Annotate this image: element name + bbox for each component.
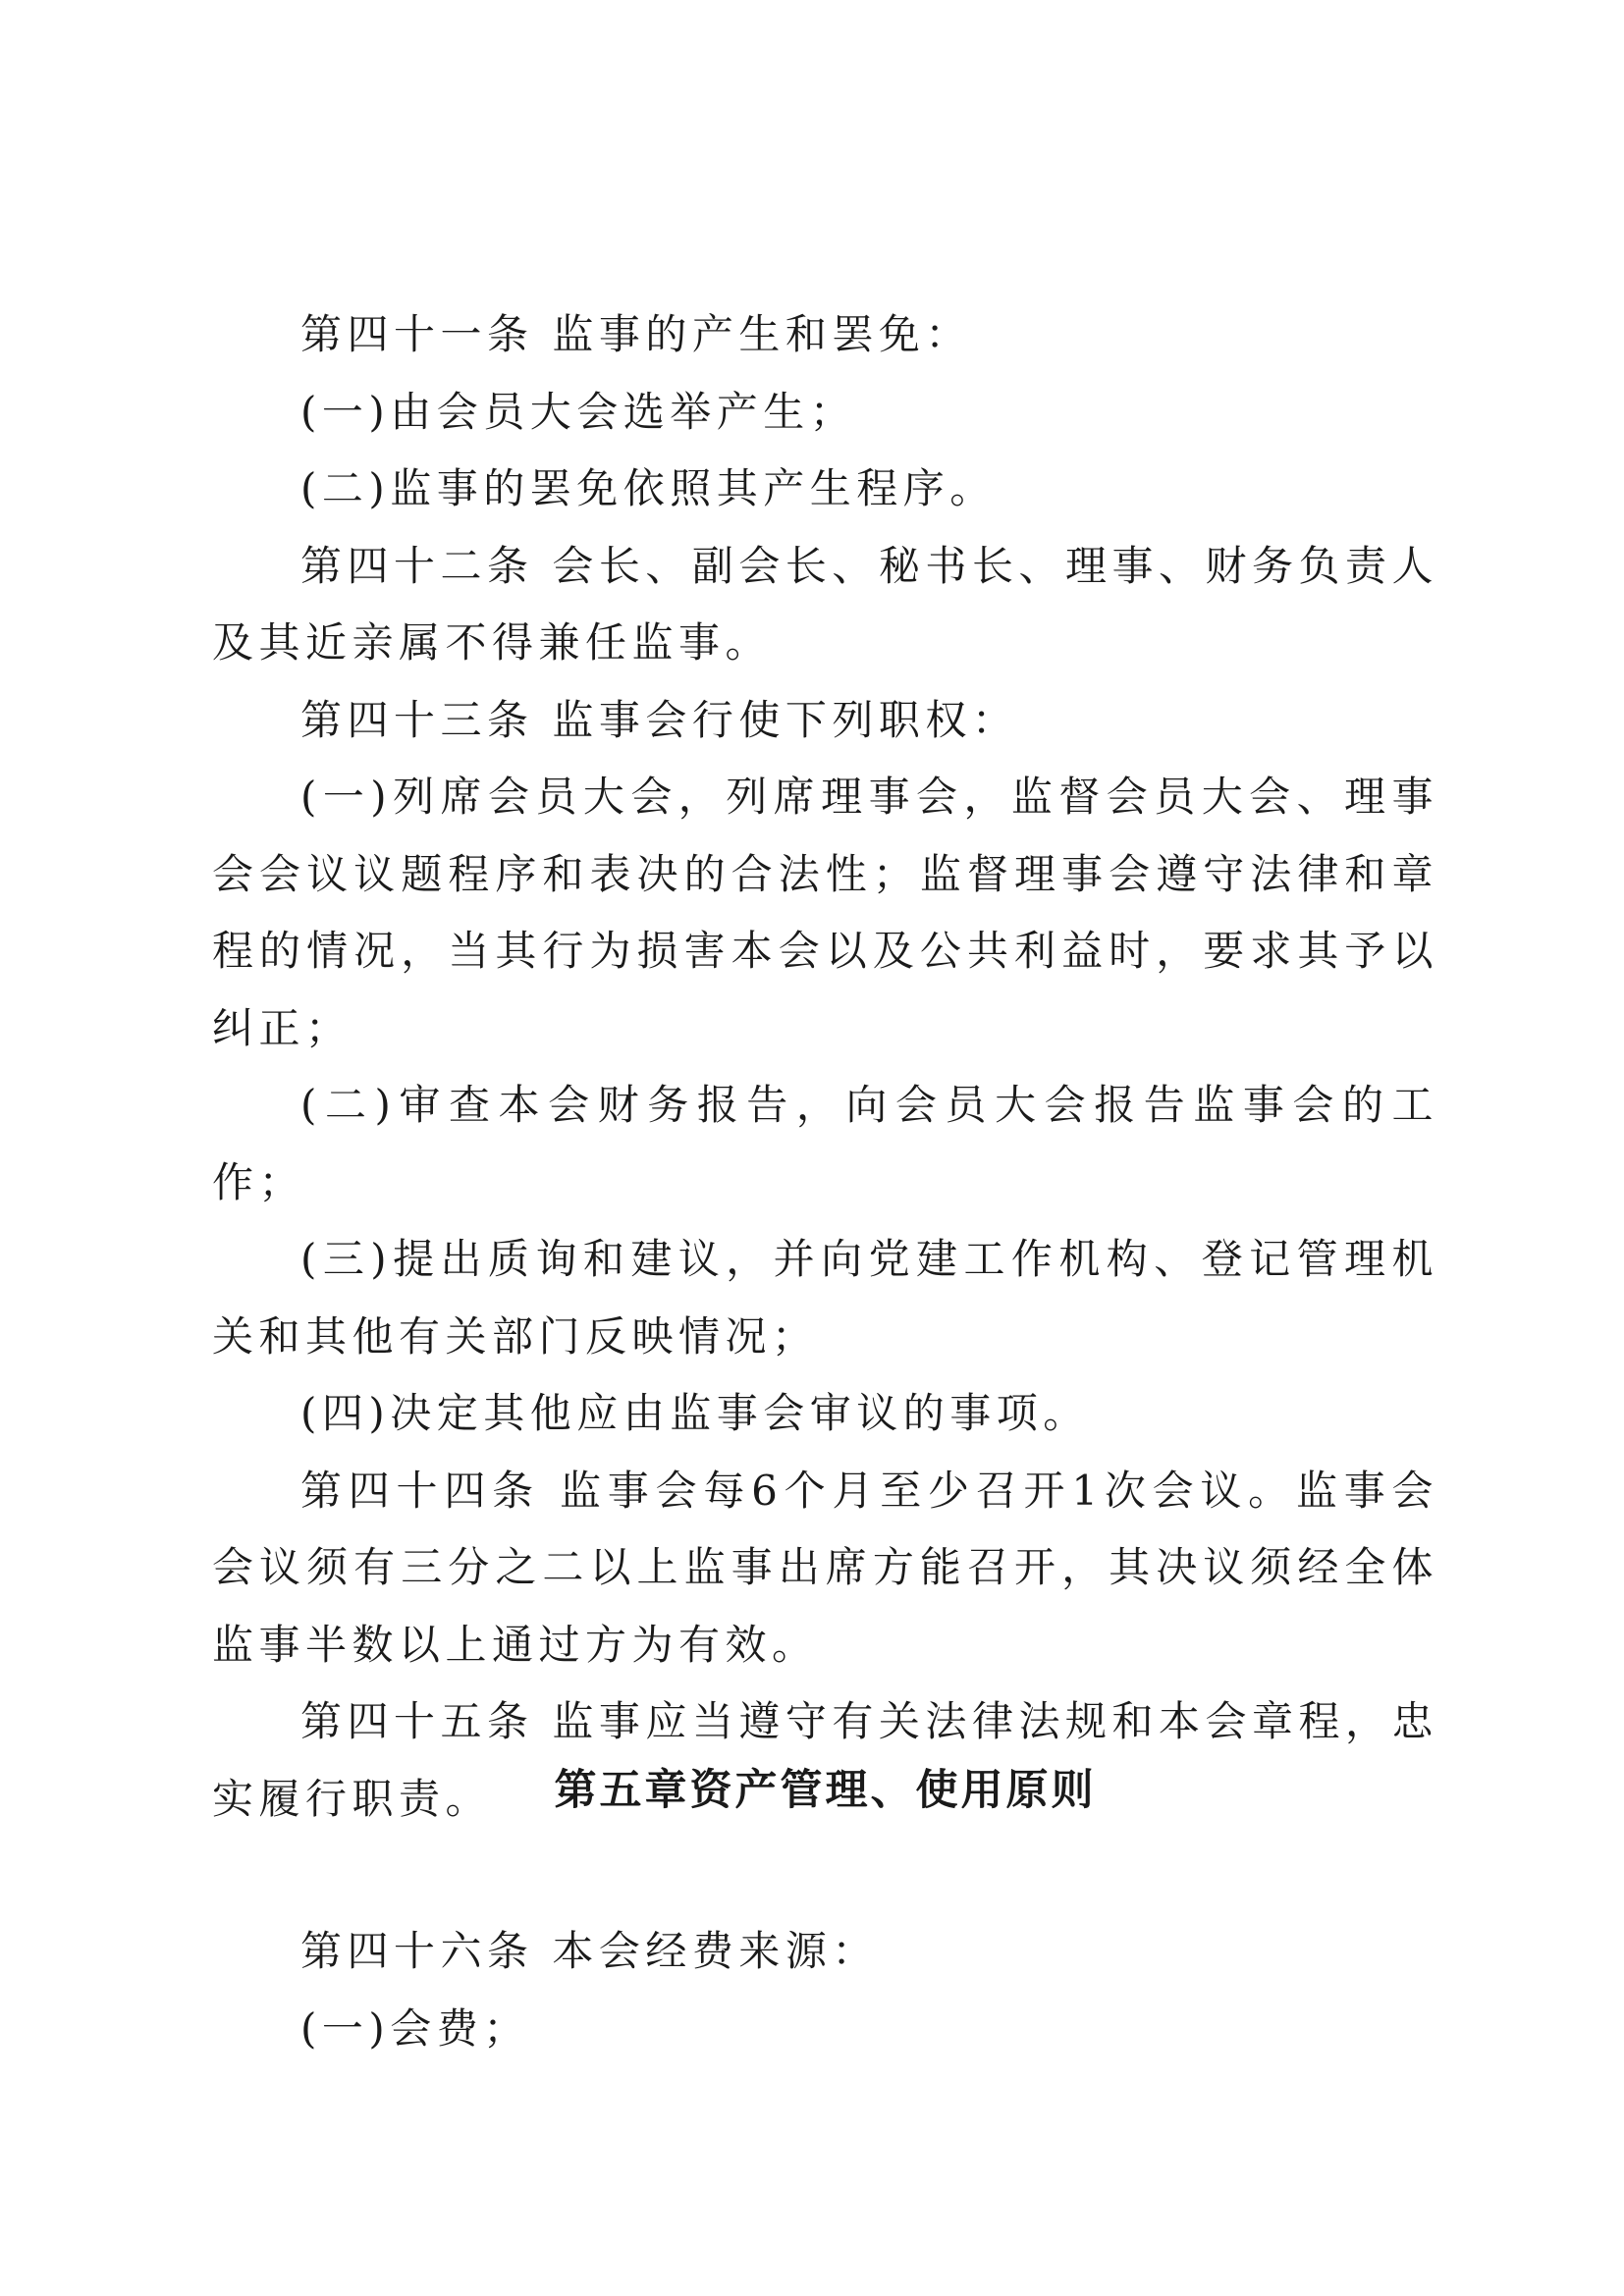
article-43-item-4: (四)决定其他应由监事会审议的事项。	[300, 1389, 1090, 1437]
article-42: 第四十二条 会长、副会长、秘书长、理事、财务负责人及其近亲属不得兼任监事。	[212, 541, 1438, 667]
article-41: 第四十一条 监事的产生和罢免：	[300, 310, 972, 358]
chapter-heading: 第五章资产管理、使用原则	[554, 1766, 1097, 1815]
article-46: 第四十六条 本会经费来源：	[300, 1927, 879, 1975]
article-41-item-1: (一)由会员大会选举产生；	[300, 387, 857, 436]
article-45: 第四十五条 监事应当遵守有关法律法规和本会章程，忠实履行职责。	[212, 1697, 1438, 1823]
article-41-item-2: (二)监事的罢免依照其产生程序。	[300, 464, 997, 512]
article-43-item-3: (三)提出质询和建议，并向党建工作机构、登记管理机关和其他有关部门反映情况；	[212, 1235, 1438, 1361]
body-text-bottom	[212, 1913, 1438, 2067]
article-43-item-1: (一)列席会员大会，列席理事会，监督会员大会、理事会会议议题程序和表决的合法性；监督理事会遵守法律和章程的情况，当其行为损害本会以及公共利益时，要求其予以纠正；	[212, 773, 1438, 1052]
article-44: 第四十四条 监事会每6个月至少召开1次会议。监事会会议须有三分之二以上监事出席方能召开，其决议须经全体监事半数以上通过方为有效。	[212, 1466, 1438, 1669]
article-43: 第四十三条 监事会行使下列职权：	[300, 695, 1019, 744]
article-46-item-1: (一)会费；	[300, 2003, 530, 2053]
article-43-item-2: (二)审查本会财务报告，向会员大会报告监事会的工作；	[212, 1081, 1438, 1206]
body-text-top	[212, 296, 1438, 1838]
